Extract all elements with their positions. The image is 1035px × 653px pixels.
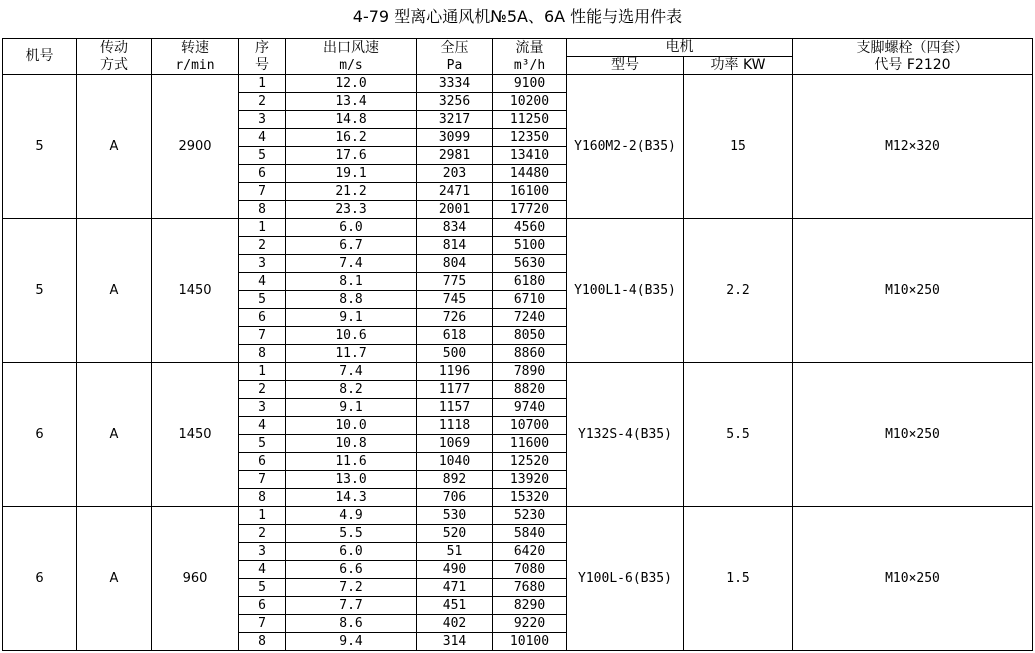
cell-pressure: 1196 bbox=[417, 363, 493, 381]
cell-seq: 4 bbox=[239, 273, 286, 291]
cell-velocity: 6.0 bbox=[286, 219, 417, 237]
cell-seq: 2 bbox=[239, 525, 286, 543]
cell-motor-model: Y100L1-4(B35) bbox=[567, 219, 684, 363]
cell-pressure: 402 bbox=[417, 615, 493, 633]
header-pressure-line2: Pa bbox=[446, 57, 463, 73]
cell-pressure: 451 bbox=[417, 597, 493, 615]
cell-bolt: M10×250 bbox=[793, 507, 1033, 651]
cell-seq: 5 bbox=[239, 435, 286, 453]
cell-flow: 10700 bbox=[493, 417, 567, 435]
cell-seq: 6 bbox=[239, 309, 286, 327]
cell-motor-model: Y160M2-2(B35) bbox=[567, 75, 684, 219]
cell-flow: 10200 bbox=[493, 93, 567, 111]
cell-velocity: 9.4 bbox=[286, 633, 417, 651]
cell-seq: 7 bbox=[239, 615, 286, 633]
cell-seq: 1 bbox=[239, 75, 286, 93]
header-seq-line2: 号 bbox=[255, 56, 269, 73]
cell-seq: 4 bbox=[239, 561, 286, 579]
header-drive bbox=[77, 39, 152, 75]
cell-flow: 9740 bbox=[493, 399, 567, 417]
header-speed bbox=[152, 39, 239, 75]
cell-motor-power: 15 bbox=[684, 75, 793, 219]
header-bolt-line2: 代号 F2120 bbox=[874, 56, 951, 73]
cell-velocity: 9.1 bbox=[286, 309, 417, 327]
cell-pressure: 2001 bbox=[417, 201, 493, 219]
cell-pressure: 775 bbox=[417, 273, 493, 291]
cell-velocity: 9.1 bbox=[286, 399, 417, 417]
header-motor-model: 型号 bbox=[567, 57, 684, 75]
cell-velocity: 16.2 bbox=[286, 129, 417, 147]
cell-velocity: 5.5 bbox=[286, 525, 417, 543]
cell-velocity: 14.3 bbox=[286, 489, 417, 507]
performance-table bbox=[2, 38, 1033, 651]
header-pressure-line1: 全压 bbox=[440, 39, 469, 56]
cell-motor-power: 1.5 bbox=[684, 507, 793, 651]
cell-velocity: 6.6 bbox=[286, 561, 417, 579]
header-flow-line1: 流量 bbox=[515, 39, 544, 56]
cell-flow: 8050 bbox=[493, 327, 567, 345]
cell-velocity: 19.1 bbox=[286, 165, 417, 183]
header-pressure bbox=[417, 39, 493, 75]
cell-flow: 6180 bbox=[493, 273, 567, 291]
cell-pressure: 471 bbox=[417, 579, 493, 597]
cell-seq: 4 bbox=[239, 129, 286, 147]
cell-velocity: 13.0 bbox=[286, 471, 417, 489]
cell-speed: 2900 bbox=[152, 75, 239, 219]
cell-pressure: 745 bbox=[417, 291, 493, 309]
cell-seq: 1 bbox=[239, 507, 286, 525]
cell-pressure: 520 bbox=[417, 525, 493, 543]
cell-flow: 12350 bbox=[493, 129, 567, 147]
cell-flow: 14480 bbox=[493, 165, 567, 183]
cell-flow: 8290 bbox=[493, 597, 567, 615]
cell-velocity: 7.2 bbox=[286, 579, 417, 597]
cell-velocity: 8.1 bbox=[286, 273, 417, 291]
cell-flow: 13920 bbox=[493, 471, 567, 489]
cell-seq: 1 bbox=[239, 219, 286, 237]
cell-seq: 4 bbox=[239, 417, 286, 435]
cell-pressure: 1177 bbox=[417, 381, 493, 399]
cell-pressure: 3256 bbox=[417, 93, 493, 111]
table-row bbox=[3, 507, 1033, 525]
cell-flow: 5100 bbox=[493, 237, 567, 255]
table-row bbox=[3, 219, 1033, 237]
header-drive-line1: 传动 bbox=[100, 39, 128, 56]
cell-pressure: 3217 bbox=[417, 111, 493, 129]
cell-seq: 7 bbox=[239, 471, 286, 489]
header-flow-line2: m³/h bbox=[513, 57, 546, 73]
header-flow bbox=[493, 39, 567, 75]
cell-bolt: M12×320 bbox=[793, 75, 1033, 219]
header-drive-line2: 方式 bbox=[100, 56, 128, 73]
cell-pressure: 834 bbox=[417, 219, 493, 237]
cell-velocity: 10.0 bbox=[286, 417, 417, 435]
cell-flow: 7680 bbox=[493, 579, 567, 597]
cell-motor-power: 2.2 bbox=[684, 219, 793, 363]
header-speed-line2: r/min bbox=[175, 57, 215, 73]
cell-flow: 13410 bbox=[493, 147, 567, 165]
cell-pressure: 3099 bbox=[417, 129, 493, 147]
cell-velocity: 12.0 bbox=[286, 75, 417, 93]
header-motor-power: 功率 KW bbox=[684, 57, 793, 75]
cell-velocity: 7.4 bbox=[286, 255, 417, 273]
cell-pressure: 2471 bbox=[417, 183, 493, 201]
cell-velocity: 14.8 bbox=[286, 111, 417, 129]
cell-seq: 8 bbox=[239, 633, 286, 651]
cell-seq: 8 bbox=[239, 345, 286, 363]
cell-seq: 5 bbox=[239, 147, 286, 165]
cell-flow: 7080 bbox=[493, 561, 567, 579]
cell-velocity: 21.2 bbox=[286, 183, 417, 201]
cell-pressure: 490 bbox=[417, 561, 493, 579]
cell-flow: 11250 bbox=[493, 111, 567, 129]
cell-seq: 5 bbox=[239, 291, 286, 309]
cell-velocity: 10.8 bbox=[286, 435, 417, 453]
cell-flow: 12520 bbox=[493, 453, 567, 471]
cell-pressure: 1118 bbox=[417, 417, 493, 435]
cell-pressure: 203 bbox=[417, 165, 493, 183]
cell-pressure: 530 bbox=[417, 507, 493, 525]
cell-flow: 11600 bbox=[493, 435, 567, 453]
cell-pressure: 1157 bbox=[417, 399, 493, 417]
cell-flow: 5840 bbox=[493, 525, 567, 543]
cell-motor-model: Y132S-4(B35) bbox=[567, 363, 684, 507]
cell-seq: 3 bbox=[239, 399, 286, 417]
header-seq bbox=[239, 39, 286, 75]
cell-seq: 8 bbox=[239, 489, 286, 507]
cell-seq: 7 bbox=[239, 183, 286, 201]
cell-velocity: 23.3 bbox=[286, 201, 417, 219]
cell-bolt: M10×250 bbox=[793, 219, 1033, 363]
header-speed-line1: 转速 bbox=[181, 39, 209, 56]
cell-velocity: 8.6 bbox=[286, 615, 417, 633]
cell-motor-power: 5.5 bbox=[684, 363, 793, 507]
cell-pressure: 804 bbox=[417, 255, 493, 273]
cell-velocity: 8.2 bbox=[286, 381, 417, 399]
cell-seq: 1 bbox=[239, 363, 286, 381]
cell-flow: 7890 bbox=[493, 363, 567, 381]
cell-model-no: 5 bbox=[3, 75, 77, 219]
cell-model-no: 5 bbox=[3, 219, 77, 363]
cell-flow: 4560 bbox=[493, 219, 567, 237]
cell-velocity: 6.7 bbox=[286, 237, 417, 255]
cell-seq: 2 bbox=[239, 93, 286, 111]
table-header bbox=[3, 39, 1033, 75]
cell-velocity: 7.7 bbox=[286, 597, 417, 615]
cell-flow: 8820 bbox=[493, 381, 567, 399]
table-row bbox=[3, 363, 1033, 381]
cell-flow: 7240 bbox=[493, 309, 567, 327]
header-model-no: 机号 bbox=[3, 39, 77, 75]
cell-seq: 6 bbox=[239, 453, 286, 471]
cell-pressure: 1040 bbox=[417, 453, 493, 471]
cell-drive: A bbox=[77, 507, 152, 651]
cell-flow: 5630 bbox=[493, 255, 567, 273]
cell-pressure: 706 bbox=[417, 489, 493, 507]
cell-pressure: 500 bbox=[417, 345, 493, 363]
cell-velocity: 8.8 bbox=[286, 291, 417, 309]
cell-seq: 5 bbox=[239, 579, 286, 597]
header-velocity-line1: 出口风速 bbox=[323, 39, 379, 56]
cell-seq: 3 bbox=[239, 111, 286, 129]
cell-flow: 6710 bbox=[493, 291, 567, 309]
cell-seq: 2 bbox=[239, 381, 286, 399]
table-row bbox=[3, 75, 1033, 93]
cell-pressure: 314 bbox=[417, 633, 493, 651]
cell-velocity: 10.6 bbox=[286, 327, 417, 345]
cell-drive: A bbox=[77, 75, 152, 219]
cell-flow: 17720 bbox=[493, 201, 567, 219]
cell-drive: A bbox=[77, 363, 152, 507]
cell-seq: 2 bbox=[239, 237, 286, 255]
cell-seq: 7 bbox=[239, 327, 286, 345]
cell-model-no: 6 bbox=[3, 507, 77, 651]
page-title: 4-79 型离心通风机№5A、6A 性能与选用件表 bbox=[352, 7, 683, 26]
cell-pressure: 1069 bbox=[417, 435, 493, 453]
cell-velocity: 4.9 bbox=[286, 507, 417, 525]
header-velocity bbox=[286, 39, 417, 75]
header-velocity-line2: m/s bbox=[339, 57, 363, 73]
cell-pressure: 618 bbox=[417, 327, 493, 345]
cell-velocity: 11.7 bbox=[286, 345, 417, 363]
header-motor: 电机 bbox=[567, 39, 793, 57]
cell-flow: 16100 bbox=[493, 183, 567, 201]
header-bolt-line1: 支脚螺栓（四套） bbox=[856, 39, 969, 56]
cell-bolt: M10×250 bbox=[793, 363, 1033, 507]
cell-flow: 6420 bbox=[493, 543, 567, 561]
cell-speed: 1450 bbox=[152, 363, 239, 507]
cell-flow: 15320 bbox=[493, 489, 567, 507]
cell-pressure: 726 bbox=[417, 309, 493, 327]
header-seq-line1: 序 bbox=[255, 39, 269, 56]
cell-model-no: 6 bbox=[3, 363, 77, 507]
cell-velocity: 11.6 bbox=[286, 453, 417, 471]
cell-flow: 5230 bbox=[493, 507, 567, 525]
cell-seq: 8 bbox=[239, 201, 286, 219]
cell-velocity: 7.4 bbox=[286, 363, 417, 381]
cell-pressure: 814 bbox=[417, 237, 493, 255]
header-bolt bbox=[793, 39, 1033, 75]
cell-velocity: 6.0 bbox=[286, 543, 417, 561]
cell-pressure: 2981 bbox=[417, 147, 493, 165]
cell-speed: 1450 bbox=[152, 219, 239, 363]
cell-velocity: 17.6 bbox=[286, 147, 417, 165]
cell-seq: 6 bbox=[239, 597, 286, 615]
cell-flow: 10100 bbox=[493, 633, 567, 651]
cell-speed: 960 bbox=[152, 507, 239, 651]
cell-drive: A bbox=[77, 219, 152, 363]
cell-seq: 6 bbox=[239, 165, 286, 183]
cell-flow: 9100 bbox=[493, 75, 567, 93]
cell-pressure: 892 bbox=[417, 471, 493, 489]
cell-seq: 3 bbox=[239, 255, 286, 273]
table-body bbox=[3, 75, 1033, 651]
cell-flow: 8860 bbox=[493, 345, 567, 363]
cell-motor-model: Y100L-6(B35) bbox=[567, 507, 684, 651]
cell-velocity: 13.4 bbox=[286, 93, 417, 111]
cell-pressure: 3334 bbox=[417, 75, 493, 93]
cell-flow: 9220 bbox=[493, 615, 567, 633]
cell-seq: 3 bbox=[239, 543, 286, 561]
cell-pressure: 51 bbox=[417, 543, 493, 561]
